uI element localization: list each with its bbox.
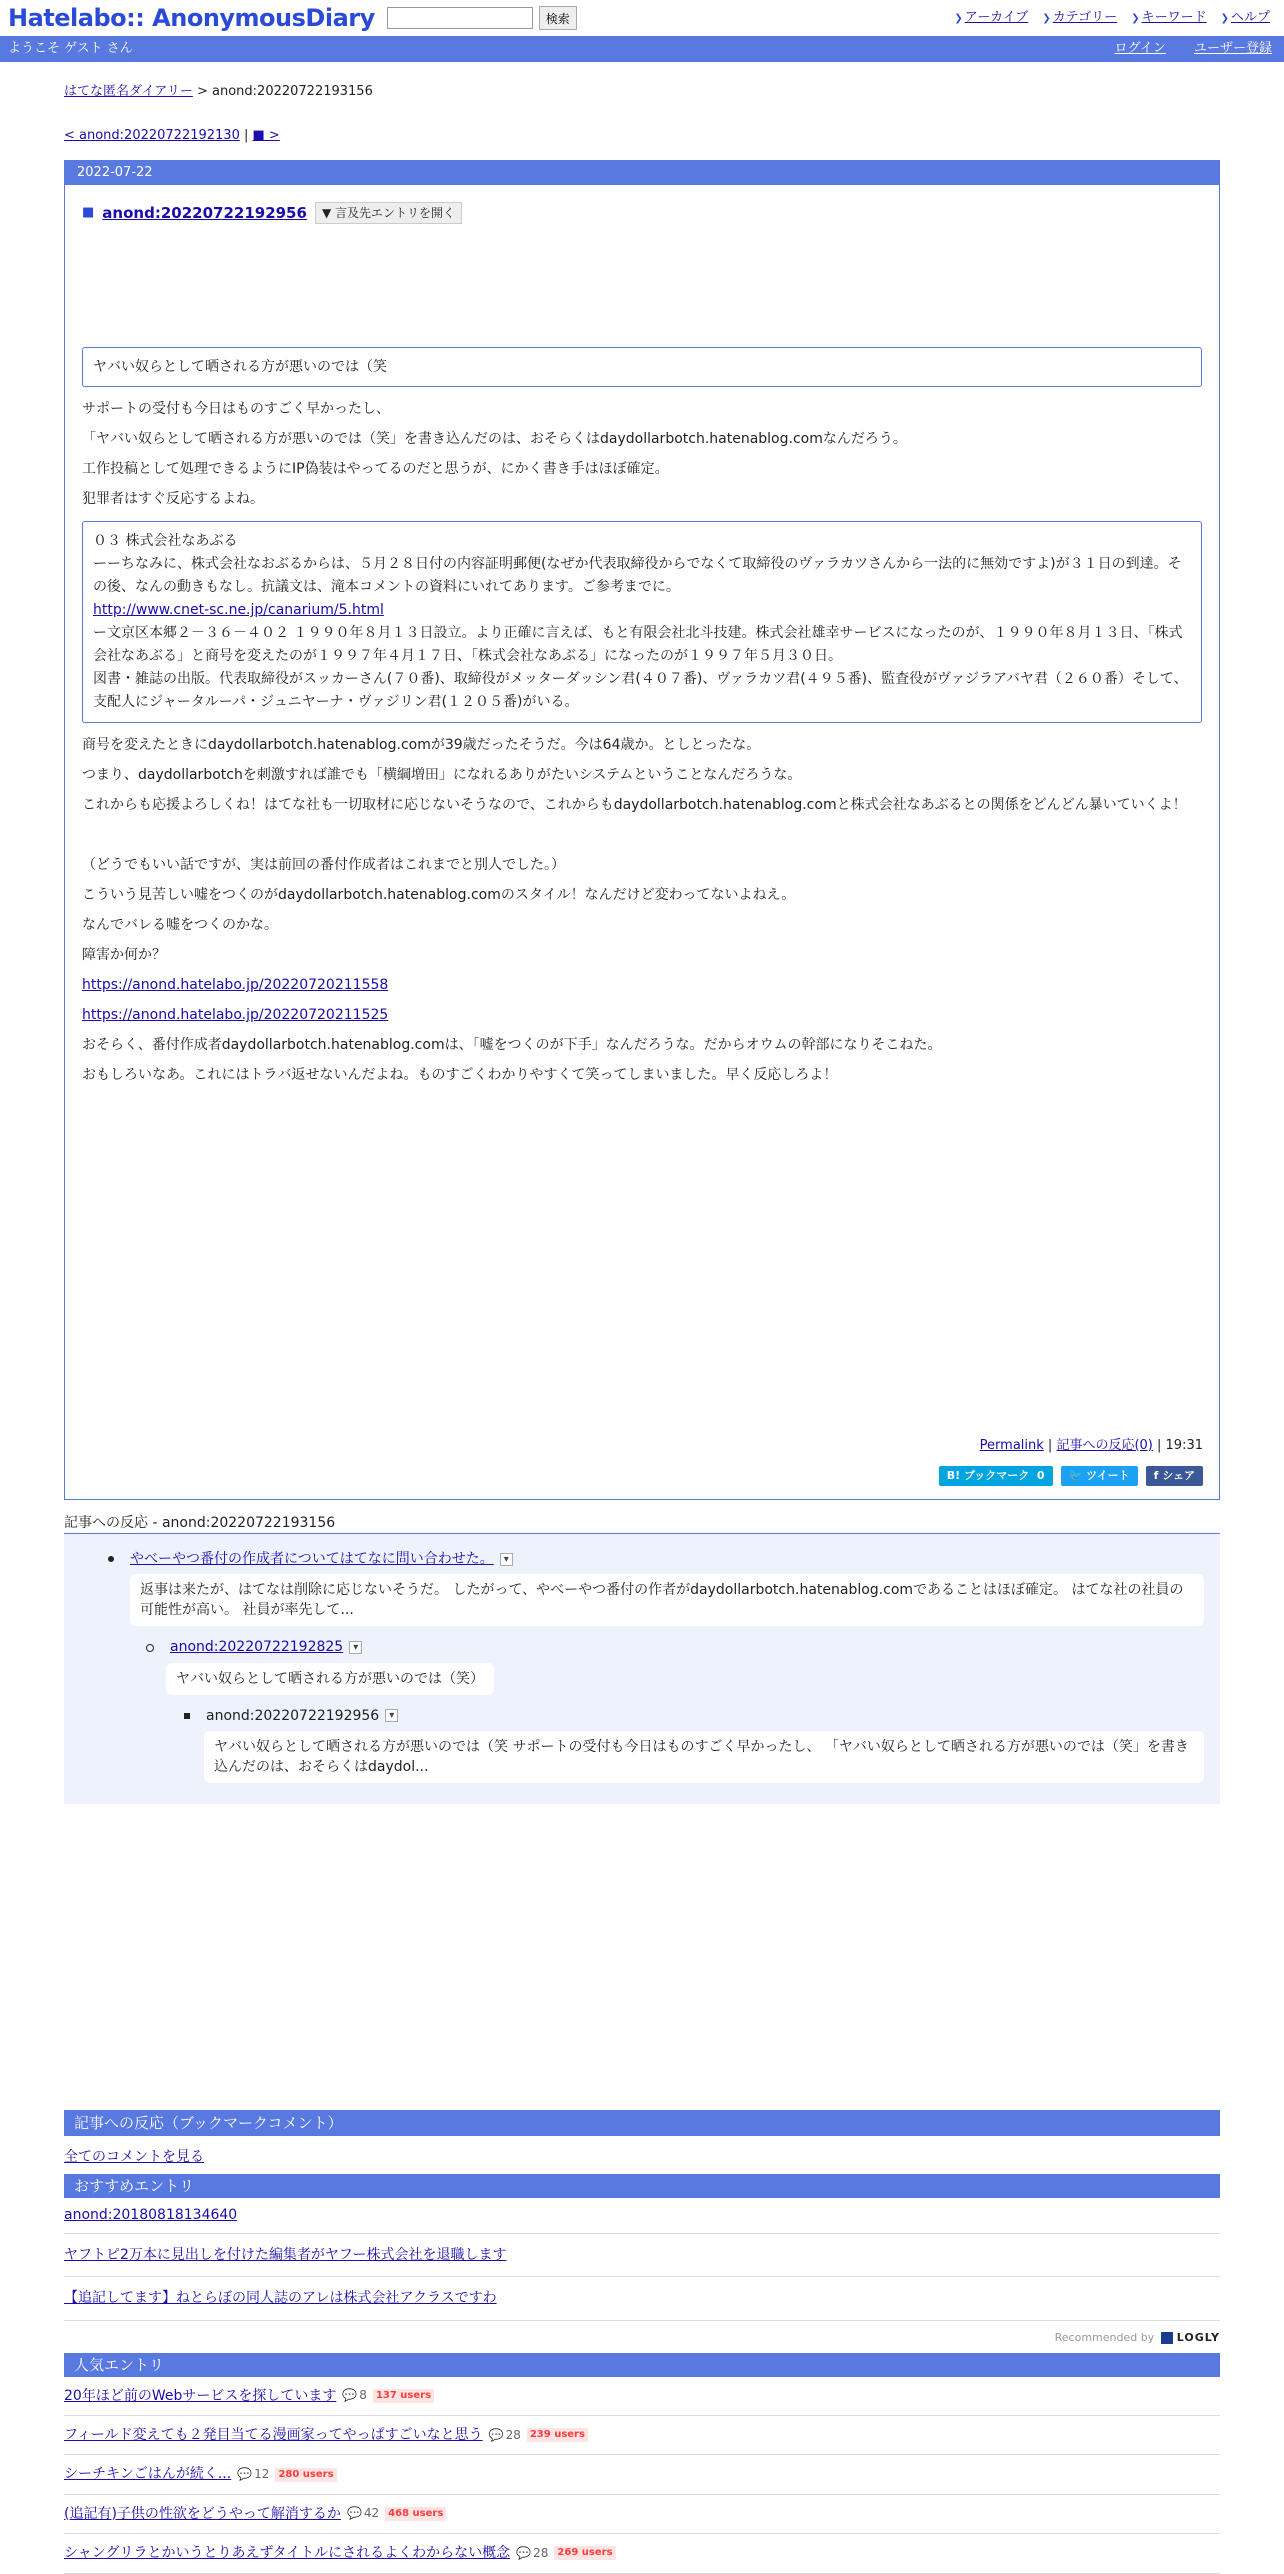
login-link[interactable]: ログイン: [1114, 40, 1166, 56]
paragraph: おもしろいなあ。これにはトラバ返せないんだよね。ものすごくわかりやすくて笑ってしまいました。早く反応しろよ！: [82, 1067, 838, 1084]
bookmark-label: B! ブックマーク: [946, 1469, 1030, 1482]
reaction-excerpt: ヤバい奴らとして晒される方が悪いのでは（笑）: [166, 1663, 494, 1695]
square-icon: ■: [82, 204, 95, 220]
nav-category[interactable]: カテゴリー: [1052, 10, 1118, 25]
paragraph: おそらく、番付作成者daydollarbotch.hatenablog.comは、「嘘をつくのが下手」なんだろうな。だからオウムの幹部になりそこねた。: [82, 1037, 942, 1054]
paragraph-group-2: [82, 737, 1202, 813]
day-date: 2022-07-22: [65, 161, 1219, 185]
breadcrumb-current: anond:20220722193156: [212, 84, 373, 99]
entry-time: 19:31: [1165, 1438, 1203, 1453]
twitter-icon: 🐦: [1068, 1469, 1083, 1482]
bookmark-comments-heading: 記事への反応（ブックマークコメント）: [64, 2110, 1220, 2136]
list-item: [64, 2416, 1220, 2455]
comment-count: 💬 42: [347, 2504, 379, 2523]
popular-link[interactable]: シャングリラとかいうとりあえずタイトルにされるよくわからない概念: [64, 2545, 511, 2562]
breadcrumb-sep: >: [192, 84, 213, 99]
nav-archive[interactable]: アーカイブ: [964, 10, 1029, 25]
entry-body: [65, 185, 1219, 1099]
reaction-item: [146, 1636, 1204, 1704]
reaction-link[interactable]: やべーやつ番付の作成者についてはてなに問い合わせた。: [130, 1551, 494, 1567]
recommended-heading: おすすめエントリ: [64, 2174, 1220, 2198]
top-nav: [954, 8, 1270, 29]
recommended-link[interactable]: 【追記してます】ねとらぼの同人誌のアレは株式会社アクラスですわ: [64, 2290, 497, 2307]
reactions-heading: 記事への反応 - anond:20220722193156: [64, 1512, 1220, 1534]
comment-icon: 💬: [342, 2388, 358, 2403]
blockquote-line: ０３ 株式会社なあぶる: [93, 533, 238, 550]
comment-icon: 💬: [237, 2466, 253, 2481]
expand-toggle-icon[interactable]: ▾: [349, 1641, 362, 1654]
share-row: [939, 1466, 1203, 1486]
nav-help[interactable]: ヘルプ: [1230, 10, 1270, 25]
next-entry-link[interactable]: ■ >: [252, 128, 280, 143]
list-item: [64, 2234, 1220, 2277]
paragraph: （どうでもいい話ですが、実は前回の番付作成者はこれまでと別人でした。）: [82, 857, 565, 874]
chevron-right-icon: ❯: [1042, 13, 1051, 24]
paragraph: 工作投稿として処理できるようにIP偽装はやってるのだと思うが、にかく書き手はほぼ確定。: [82, 461, 669, 478]
bullet-icon: [146, 1644, 154, 1652]
recommended-link[interactable]: anond:20180818134640: [64, 2207, 238, 2224]
facebook-label: シェア: [1162, 1469, 1195, 1482]
popular-link[interactable]: 20年ほど前のWebサービスを探しています: [64, 2387, 337, 2404]
breadcrumb-home[interactable]: はてな匿名ダイアリー: [64, 84, 193, 99]
paragraph: サポートの受付も今日はものすごく早かったし、: [82, 401, 390, 418]
users-badge[interactable]: 280 users: [275, 2468, 336, 2482]
bullet-icon: [108, 1556, 114, 1562]
paragraph: 障害か何か？: [82, 947, 166, 964]
nav-keyword[interactable]: キーワード: [1141, 10, 1207, 25]
search-button[interactable]: 検索: [539, 6, 577, 30]
anond-link[interactable]: https://anond.hatelabo.jp/20220720211558: [82, 977, 389, 994]
bookmark-count: 0: [1036, 1469, 1045, 1482]
reaction-excerpt: ヤバい奴らとして晒される方が悪いのでは（笑 サポートの受付も今日はものすごく早かったし、 「ヤバい奴らとして晒される方が悪いのでは（笑」を書き込んだのは、おそらくはdaydol...: [204, 1731, 1204, 1783]
entry-link[interactable]: anond:20220722192956: [102, 204, 307, 222]
users-badge[interactable]: 269 users: [554, 2546, 615, 2560]
register-link[interactable]: ユーザー登録: [1193, 40, 1272, 56]
tweet-button[interactable]: [1061, 1466, 1138, 1486]
expand-toggle-icon[interactable]: ▾: [500, 1553, 513, 1566]
prev-entry-link[interactable]: < anond:20220722192130: [64, 128, 240, 143]
welcome-text: ようこそ ゲスト さん: [8, 40, 133, 56]
list-item: [64, 2198, 1220, 2233]
paragraph: こういう見苦しい嘘をつくのがdaydollarbotch.hatenablog.comのスタイル！なんだけど変わってないよねえ。: [82, 887, 796, 904]
comment-count: 💬 8: [342, 2386, 367, 2405]
blank-area: [64, 1804, 1220, 2110]
reaction-excerpt: 返事は来たが、はてなは削除に応じないそうだ。 したがって、やべーやつ番付の作者がdaydollarbotch.hatenablog.comであることはほぼ確定。 はてな社の社員の可能性が高い。 社員が率先して...: [130, 1574, 1204, 1626]
facebook-share-button[interactable]: [1146, 1466, 1203, 1486]
welcome-bar: [0, 36, 1284, 62]
comment-count: 💬 12: [237, 2465, 269, 2484]
facebook-icon: f: [1153, 1469, 1159, 1482]
site-logo[interactable]: Hatelabo:: AnonymousDiary: [8, 3, 375, 32]
pager-sep: |: [239, 128, 253, 143]
reactions-link[interactable]: 記事への反応(0): [1056, 1438, 1153, 1453]
users-badge[interactable]: 468 users: [385, 2507, 446, 2521]
day-section: [64, 160, 1220, 1500]
permalink-link[interactable]: Permalink: [979, 1438, 1044, 1453]
paragraph-group-3: [82, 857, 1202, 1083]
reference-quote: ヤバい奴らとして晒される方が悪いのでは（笑: [82, 347, 1202, 387]
comment-count: 💬 28: [516, 2544, 548, 2563]
search-input[interactable]: [387, 7, 533, 29]
recommended-link[interactable]: ヤフトピ2万本に見出しを付けた編集者がヤフー株式会社を退職します: [64, 2246, 507, 2263]
list-item: [64, 2455, 1220, 2494]
blockquote-line: ー文京区本郷２－３６－４０２ １９９０年８月１３日設立。より正確に言えば、もと有限会社北斗技建。株式会社雄幸サービスになったのが、１９９０年８月１３日、「株式会社なあぶる」と商号を変えたのが１９９７年４月１７日、「株式会社なあぶる」になったのが１９９７年５月３０日。: [93, 625, 1183, 665]
chevron-right-icon: ❯: [1131, 13, 1140, 24]
popular-link[interactable]: (追記有)子供の性欲をどうやって解消するか: [64, 2505, 341, 2522]
comment-icon: 💬: [488, 2427, 504, 2442]
paragraph: 犯罪者はすぐ反応するよね。: [82, 491, 264, 508]
blockquote-link[interactable]: http://www.cnet-sc.ne.jp/canarium/5.html: [93, 602, 384, 619]
paragraph: これからも応援よろしくね！はてな社も一切取材に応じないそうなので、これからもdaydollarbotch.hatenablog.comと株式会社なあぶるとの関係をどんどん暴いていくよ！: [82, 797, 1187, 814]
popular-link[interactable]: シーチキンごはんが続く...: [64, 2466, 232, 2483]
reaction-title: anond:20220722192956: [206, 1707, 380, 1724]
comment-icon: 💬: [346, 2506, 362, 2521]
expand-toggle-icon[interactable]: ▾: [385, 1709, 398, 1722]
logly-icon: [1161, 2332, 1173, 2344]
all-comments-link[interactable]: 全てのコメントを見る: [64, 2149, 204, 2165]
paragraph: つまり、daydollarbotchを刺激すれば誰でも「横綱増田」になれるありがたいシステムということなんだろうな。: [82, 767, 802, 784]
entry-title: [82, 201, 1202, 225]
reaction-item: [108, 1548, 1204, 1626]
pager: [64, 126, 1220, 150]
users-badge[interactable]: 137 users: [373, 2389, 434, 2403]
paragraph: 商号を変えたときにdaydollarbotch.hatenablog.comが39歳だったそうだ。今は64歳か。としとったな。: [82, 737, 761, 754]
logly-credit[interactable]: [64, 2329, 1220, 2349]
top-bar: [0, 0, 1284, 36]
popular-list: [64, 2377, 1220, 2574]
recommended-list: [64, 2198, 1220, 2320]
breadcrumb: [64, 82, 1220, 106]
logly-name: LOGLY: [1176, 2330, 1220, 2344]
reaction-item: [184, 1705, 1204, 1783]
users-badge[interactable]: 239 users: [527, 2428, 588, 2442]
popular-link[interactable]: フィールド変えても２発目当てる漫画家ってやっぱすごいなと思う: [64, 2426, 483, 2443]
comment-icon: 💬: [516, 2545, 532, 2560]
paragraph-group-1: [82, 401, 1202, 507]
popular-heading: 人気エントリ: [64, 2353, 1220, 2377]
bullet-icon: [184, 1713, 190, 1719]
spacer: [82, 813, 1202, 843]
logly-prefix: Recommended by: [1054, 2330, 1155, 2344]
paragraph: 「ヤバい奴らとして晒される方が悪いのでは（笑」を書き込んだのは、おそらくはdaydollarbotch.hatenablog.comなんだろう。: [82, 431, 907, 448]
chevron-right-icon: ❯: [954, 13, 963, 24]
main-content: [64, 82, 1220, 2574]
tweet-label: ツイート: [1086, 1469, 1130, 1482]
blockquote: [82, 521, 1202, 723]
blockquote-line: 図書・雑誌の出版。代表取締役がスッカーさん(７０番)、取締役がメッターダッシン君(４０７番)、ヴァラカツ君(４９５番)、監査役がヴァジラアバヤ君（２６０番）そして、支配人にジャータルーパ・ジュニヤーナ・ヴァジリン君(１２０５番)がいる。: [93, 671, 1188, 711]
open-ref-button[interactable]: ▼ 言及先エントリを開く: [315, 202, 462, 224]
anond-link[interactable]: https://anond.hatelabo.jp/20220720211525: [82, 1007, 389, 1024]
list-item: [64, 2277, 1220, 2320]
permalink-row: Permalink | 記事への反応(0) | 19:31: [979, 1438, 1203, 1453]
list-item: [64, 2495, 1220, 2534]
blockquote-line: ーーちなみに、株式会社なおぶるからは、５月２８日付の内容証明郵便(なぜか代表取締役からでなくて取締役のヴァラカツさんから一法的に無効ですよ)が３１日の到達。その後、なんの動きもなし。抗議文は、滝本コメントの資料にいれてあります。ご参考までに。: [93, 556, 1182, 596]
paragraph: なんでバレる嘘をつくのかな。: [82, 917, 278, 934]
hatena-bookmark-button[interactable]: [939, 1466, 1053, 1486]
list-item: [64, 2377, 1220, 2416]
reaction-link[interactable]: anond:20220722192825: [170, 1639, 344, 1656]
reactions-tree: [64, 1534, 1220, 1804]
chevron-right-icon: ❯: [1220, 13, 1229, 24]
comment-count: 💬 28: [489, 2426, 521, 2445]
